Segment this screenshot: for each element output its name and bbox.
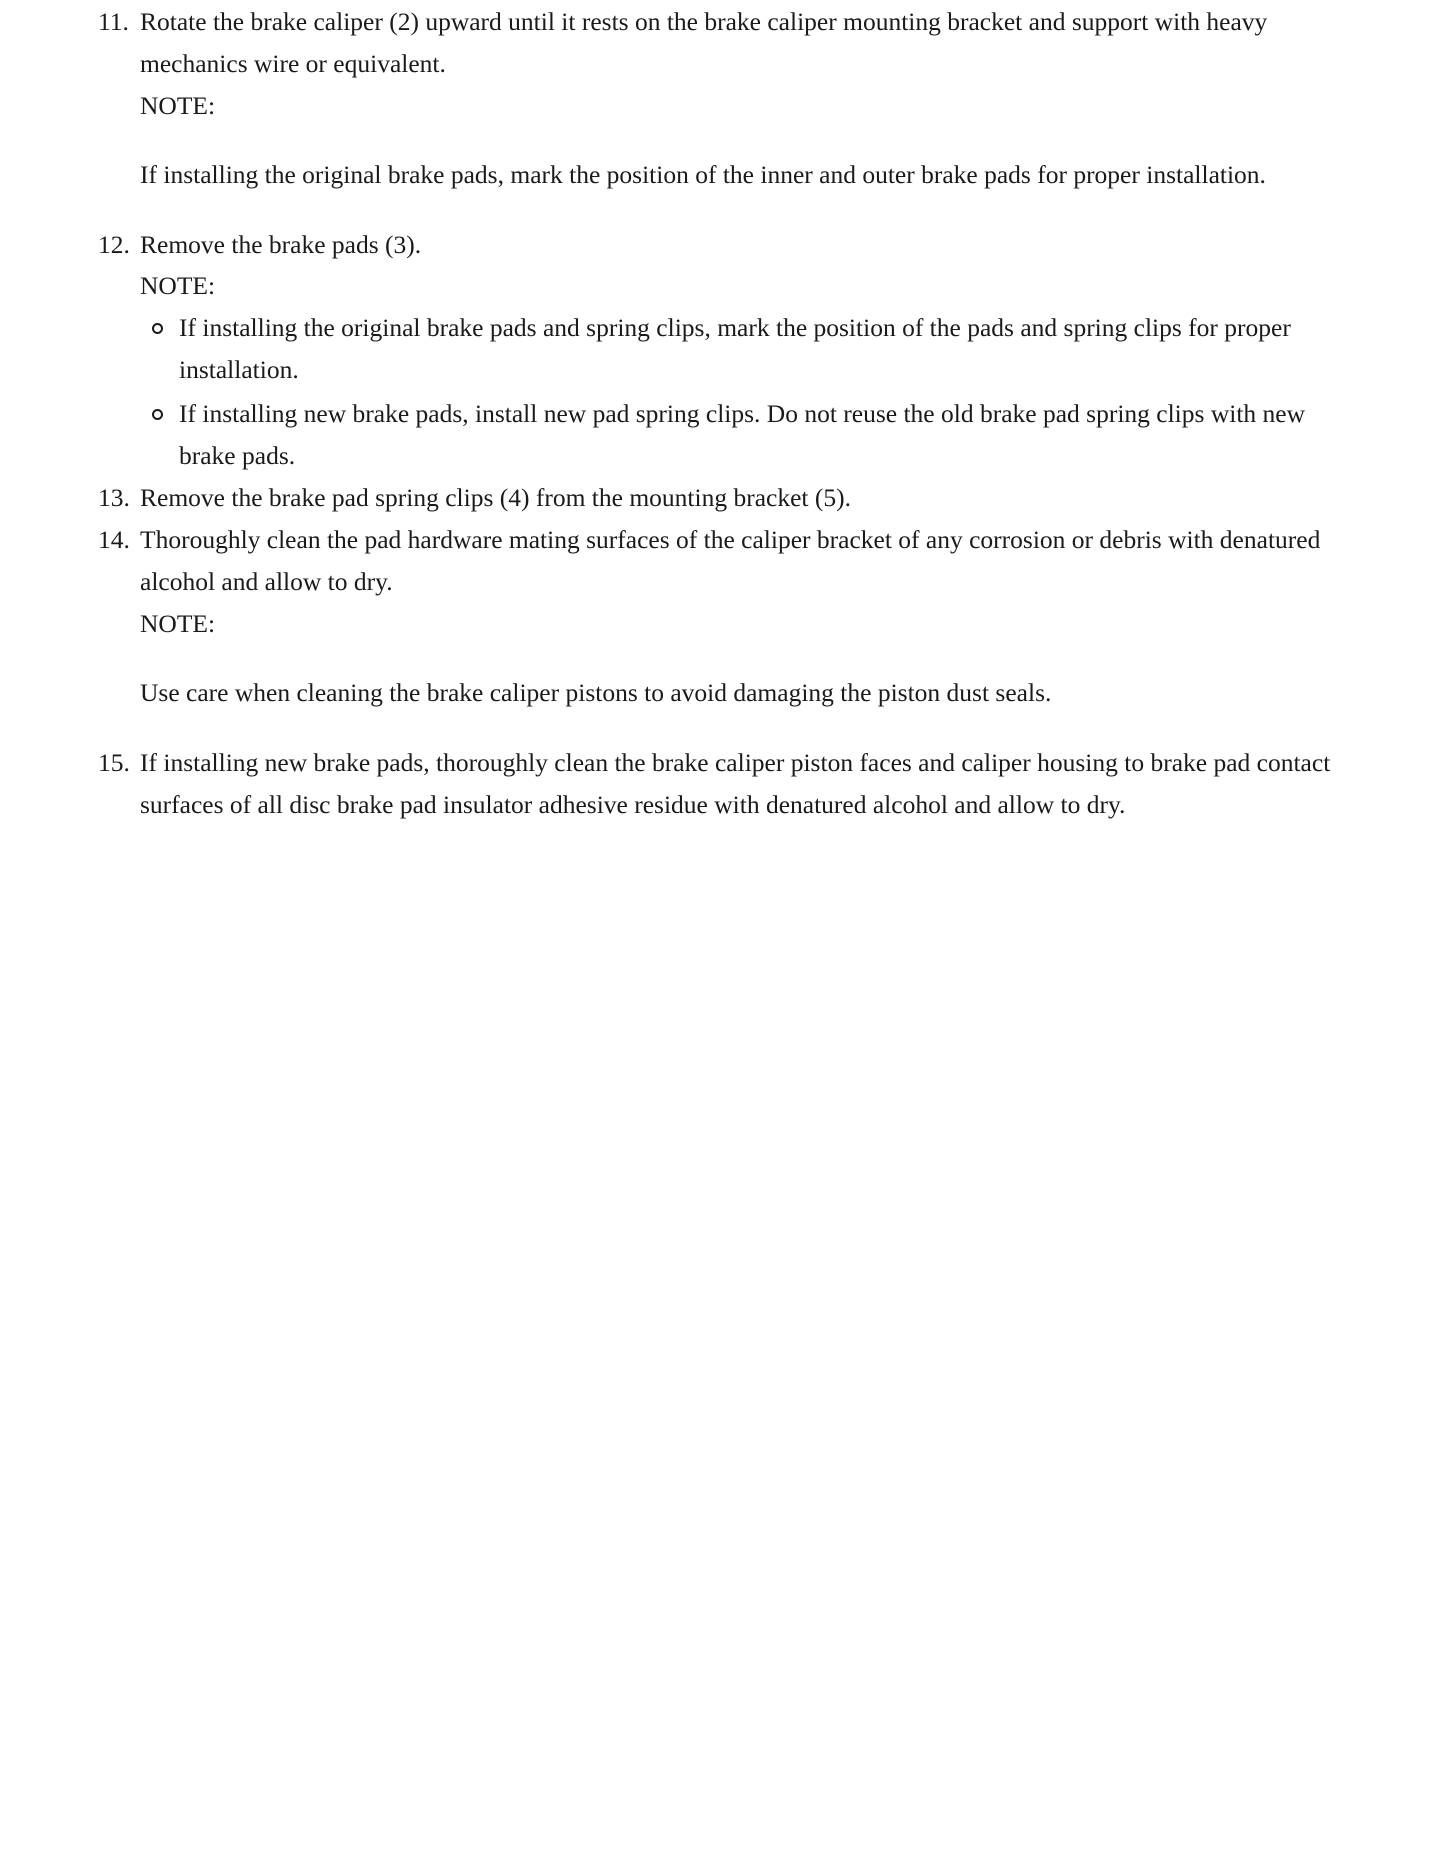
bullet-circle-icon bbox=[152, 409, 163, 420]
note-label: NOTE: bbox=[140, 271, 216, 300]
step-number: 12. bbox=[98, 230, 130, 259]
note-text: If installing the original brake pads, mark the position of the inner and outer brake pads for proper installation. bbox=[140, 160, 1266, 189]
bullet-text: If installing the original brake pads and spring clips, mark the position of the pads and spring clips for proper installation. bbox=[179, 313, 1291, 384]
bullet-text: If installing new brake pads, install new pad spring clips. Do not reuse the old brake pad spring clips with new brake pads. bbox=[179, 399, 1306, 470]
step-number: 11. bbox=[98, 7, 129, 36]
bullet-circle-icon bbox=[152, 323, 163, 334]
step-text: Thoroughly clean the pad hardware mating surfaces of the caliper bracket of any corrosion or debris with denatured alcohol and allow to dry. bbox=[140, 525, 1321, 596]
note-label: NOTE: bbox=[140, 91, 216, 120]
step-text: Remove the brake pads (3). bbox=[140, 230, 422, 259]
step-text: Rotate the brake caliper (2) upward until it rests on the brake caliper mounting bracket and support with heavy mechanics wire or equivalent. bbox=[140, 7, 1268, 78]
step-number: 14. bbox=[98, 525, 130, 554]
step-text: Remove the brake pad spring clips (4) from the mounting bracket (5). bbox=[140, 483, 851, 512]
step-text: If installing new brake pads, thoroughly clean the brake caliper piston faces and caliper housing to brake pad contact surfaces of all disc brake pad insulator adhesive residue with denatured alcohol and allow to dry. bbox=[140, 748, 1331, 819]
note-label: NOTE: bbox=[140, 609, 216, 638]
note-text: Use care when cleaning the brake caliper pistons to avoid damaging the piston dust seals. bbox=[140, 678, 1052, 707]
step-number: 13. bbox=[98, 483, 130, 512]
step-number: 15. bbox=[98, 748, 130, 777]
